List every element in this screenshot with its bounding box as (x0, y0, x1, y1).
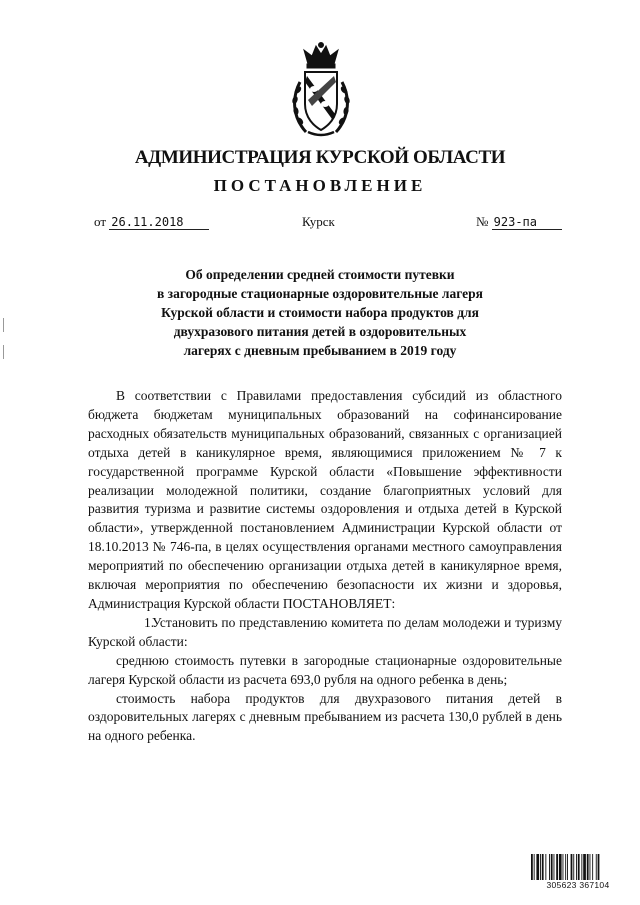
document-body (88, 387, 562, 746)
title-line: Об определении средней стоимости путевки (185, 267, 455, 282)
title-line: лагерях с дневным пребыванием в 2019 году (183, 343, 457, 358)
title-line: двухразового питания детей в оздоровительных (173, 324, 467, 339)
document-type: ПОСТАНОВЛЕНИЕ (213, 176, 427, 195)
date-prefix: от (94, 214, 107, 229)
title-line: Курской области и стоимости набора продуктов для (161, 305, 479, 320)
document-date (94, 214, 209, 230)
number-prefix: № (476, 214, 489, 229)
coat-of-arms-emblem (290, 42, 352, 140)
number-value: 923-па (492, 215, 562, 230)
subitem-food-cost: стоимость набора продуктов для двухразового питания детей в оздоровительных лагерях с дневным пребыванием из расчета 130,0 рублей в день на одного ребенка. (88, 690, 562, 744)
title-line: в загородные стационарные оздоровительные лагеря (157, 286, 483, 301)
item-1 (88, 614, 562, 652)
document-number (476, 214, 562, 230)
item-1-text: Установить по представлению комитета по делам молодежи и туризму Курской области: (88, 614, 562, 649)
preamble-paragraph: В соответствии с Правилами предоставления субсидий из областного бюджета бюджетам муниципальных образований на софинансирование расходных обязательств муниципальных образований, связанных с организацией отдыха детей в каникулярное время, являющимися приложением № 7 к государственной программе Курской области «Повышение эффективности реализации молодежной политики, создание благоприятных условий для развития туризма и развитие системы оздоровления и отдыха детей в Курской области», утвержденной постановлением Администрации Курской области от 18.10.2013 № 746-па, в целях осуществления органами местного самоуправления мероприятий по обеспечению организации отдыха детей в каникулярное время, включая мероприятия по обеспечению безопасности их жизни и здоровья, Администрация Курской области ПОСТАНОВЛЯЕТ: (88, 388, 562, 611)
item-1-number: 1. (144, 614, 155, 630)
subitem-voucher-cost: среднюю стоимость путевки в загородные стационарные оздоровительные лагеря Курской области из расчета 693,0 рубля на одного ребенка в день; (88, 652, 562, 687)
margin-mark (3, 345, 4, 359)
document-title (120, 265, 520, 360)
date-value: 26.11.2018 (109, 215, 209, 230)
margin-mark (3, 318, 4, 332)
agency-name: АДМИНИСТРАЦИЯ КУРСКОЙ ОБЛАСТИ (134, 147, 506, 168)
document-city: Курск (302, 214, 335, 229)
barcode-number: 305623 367104 (530, 880, 626, 890)
